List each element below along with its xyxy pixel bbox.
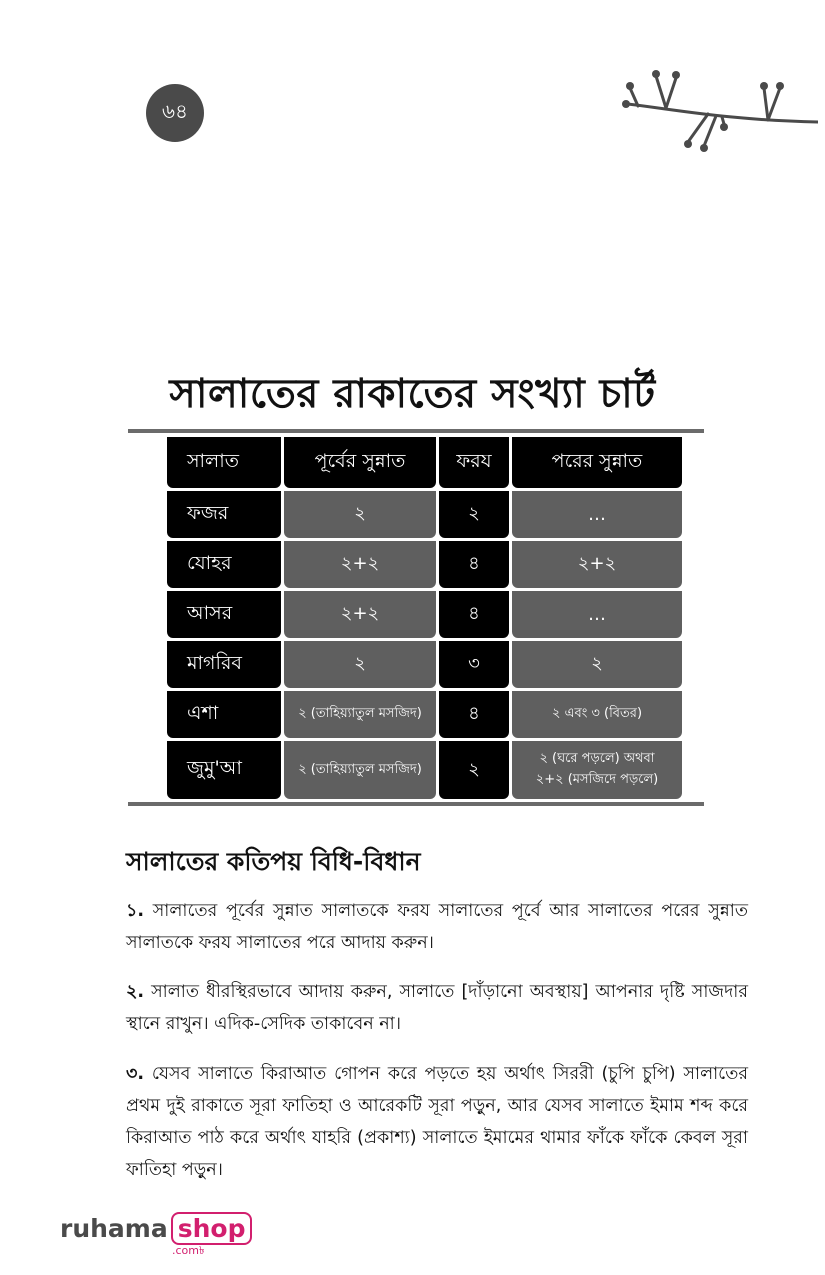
chart-title: সালাতের রাকাতের সংখ্যা চার্ট — [169, 371, 656, 417]
rule-paragraph-1 — [126, 895, 748, 959]
after-sunnah-cell: … — [512, 491, 682, 538]
section-title: সালাতের কতিপয় বিধি-বিধান — [126, 847, 421, 876]
before-sunnah-cell: ২ (তাহিয়্যাতুল মসজিদ) — [284, 691, 436, 738]
fard-cell: ২ — [439, 741, 509, 799]
header-fard: ফরয — [439, 437, 509, 488]
before-sunnah-cell: ২ — [284, 491, 436, 538]
header-after-sunnah: পরের সুন্নাত — [512, 437, 682, 488]
rule-paragraph-2 — [126, 976, 748, 1040]
fard-cell: ৩ — [439, 641, 509, 688]
after-sunnah-cell: ২ এবং ৩ (বিতর) — [512, 691, 682, 738]
logo-text-ruhama: ruhama — [60, 1214, 168, 1243]
ruhamashop-logo — [60, 1212, 252, 1257]
fard-cell: ৪ — [439, 541, 509, 588]
salat-name: মাগরিব — [167, 641, 281, 688]
table-row — [167, 741, 682, 799]
table-row — [167, 541, 682, 588]
table-header-row — [167, 437, 682, 488]
fard-cell: ২ — [439, 491, 509, 538]
before-sunnah-cell: ২+২ — [284, 591, 436, 638]
before-sunnah-cell: ২+২ — [284, 541, 436, 588]
logo-domain: .com৳ — [172, 1244, 205, 1257]
salat-name: ফজর — [167, 491, 281, 538]
table-top-rule — [128, 429, 704, 433]
salat-name: এশা — [167, 691, 281, 738]
paragraph-number: ২. — [126, 982, 145, 1002]
logo-text-shop: shop — [171, 1212, 253, 1245]
rule-paragraph-3 — [126, 1058, 748, 1186]
table-row — [167, 691, 682, 738]
table-row — [167, 591, 682, 638]
paragraph-number: ১. — [126, 901, 145, 921]
fard-cell: ৪ — [439, 691, 509, 738]
before-sunnah-cell: ২ — [284, 641, 436, 688]
paragraph-text: যেসব সালাতে কিরাআত গোপন করে পড়তে হয় অর্থাৎ সিররী (চুপি চুপি) সালাতের প্রথম দুই রাকাতে সূরা ফাতিহা ও আরেকটি সূরা পড়ুন, আর যেসব সালাতে ইমাম শব্দ করে কিরাআত পাঠ করে অর্থাৎ যাহরি (প্রকাশ্য) সালাতে ইমামের থামার ফাঁকে ফাঁকে কেবল সূরা ফাতিহা পড়ুন। — [126, 1064, 748, 1180]
fard-cell: ৪ — [439, 591, 509, 638]
table-row — [167, 491, 682, 538]
rakat-table — [164, 434, 685, 802]
page-number: ৬৪ — [146, 84, 204, 142]
salat-name: আসর — [167, 591, 281, 638]
before-sunnah-cell: ২ (তাহিয়্যাতুল মসজিদ) — [284, 741, 436, 799]
paragraph-number: ৩. — [126, 1064, 145, 1084]
salat-name: যোহর — [167, 541, 281, 588]
after-sunnah-cell: ২+২ — [512, 541, 682, 588]
header-salat: সালাত — [167, 437, 281, 488]
after-sunnah-cell: … — [512, 591, 682, 638]
after-sunnah-line-2: ২+২ (মসজিদে পড়লে) — [535, 772, 659, 787]
paragraph-text: সালাত ধীরস্থিরভাবে আদায় করুন, সালাতে [দাঁড়ানো অবস্থায়] আপনার দৃষ্টি সাজদার স্থানে রাখুন। এদিক-সেদিক তাকাবেন না। — [126, 982, 748, 1034]
branch-decoration-icon — [618, 62, 818, 157]
header-before-sunnah: পূর্বের সুন্নাত — [284, 437, 436, 488]
after-sunnah-cell: ২ — [512, 641, 682, 688]
salat-name: জুমু'আ — [167, 741, 281, 799]
after-sunnah-cell — [512, 741, 682, 799]
table-bottom-rule — [128, 802, 704, 806]
paragraph-text: সালাতের পূর্বের সুন্নাত সালাতকে ফরয সালাতের পূর্বে আর সালাতের পরের সুন্নাত সালাতকে ফরয সালাতের পরে আদায় করুন। — [126, 901, 748, 953]
after-sunnah-line-1: ২ (ঘরে পড়লে) অথবা — [539, 751, 655, 766]
table-row — [167, 641, 682, 688]
